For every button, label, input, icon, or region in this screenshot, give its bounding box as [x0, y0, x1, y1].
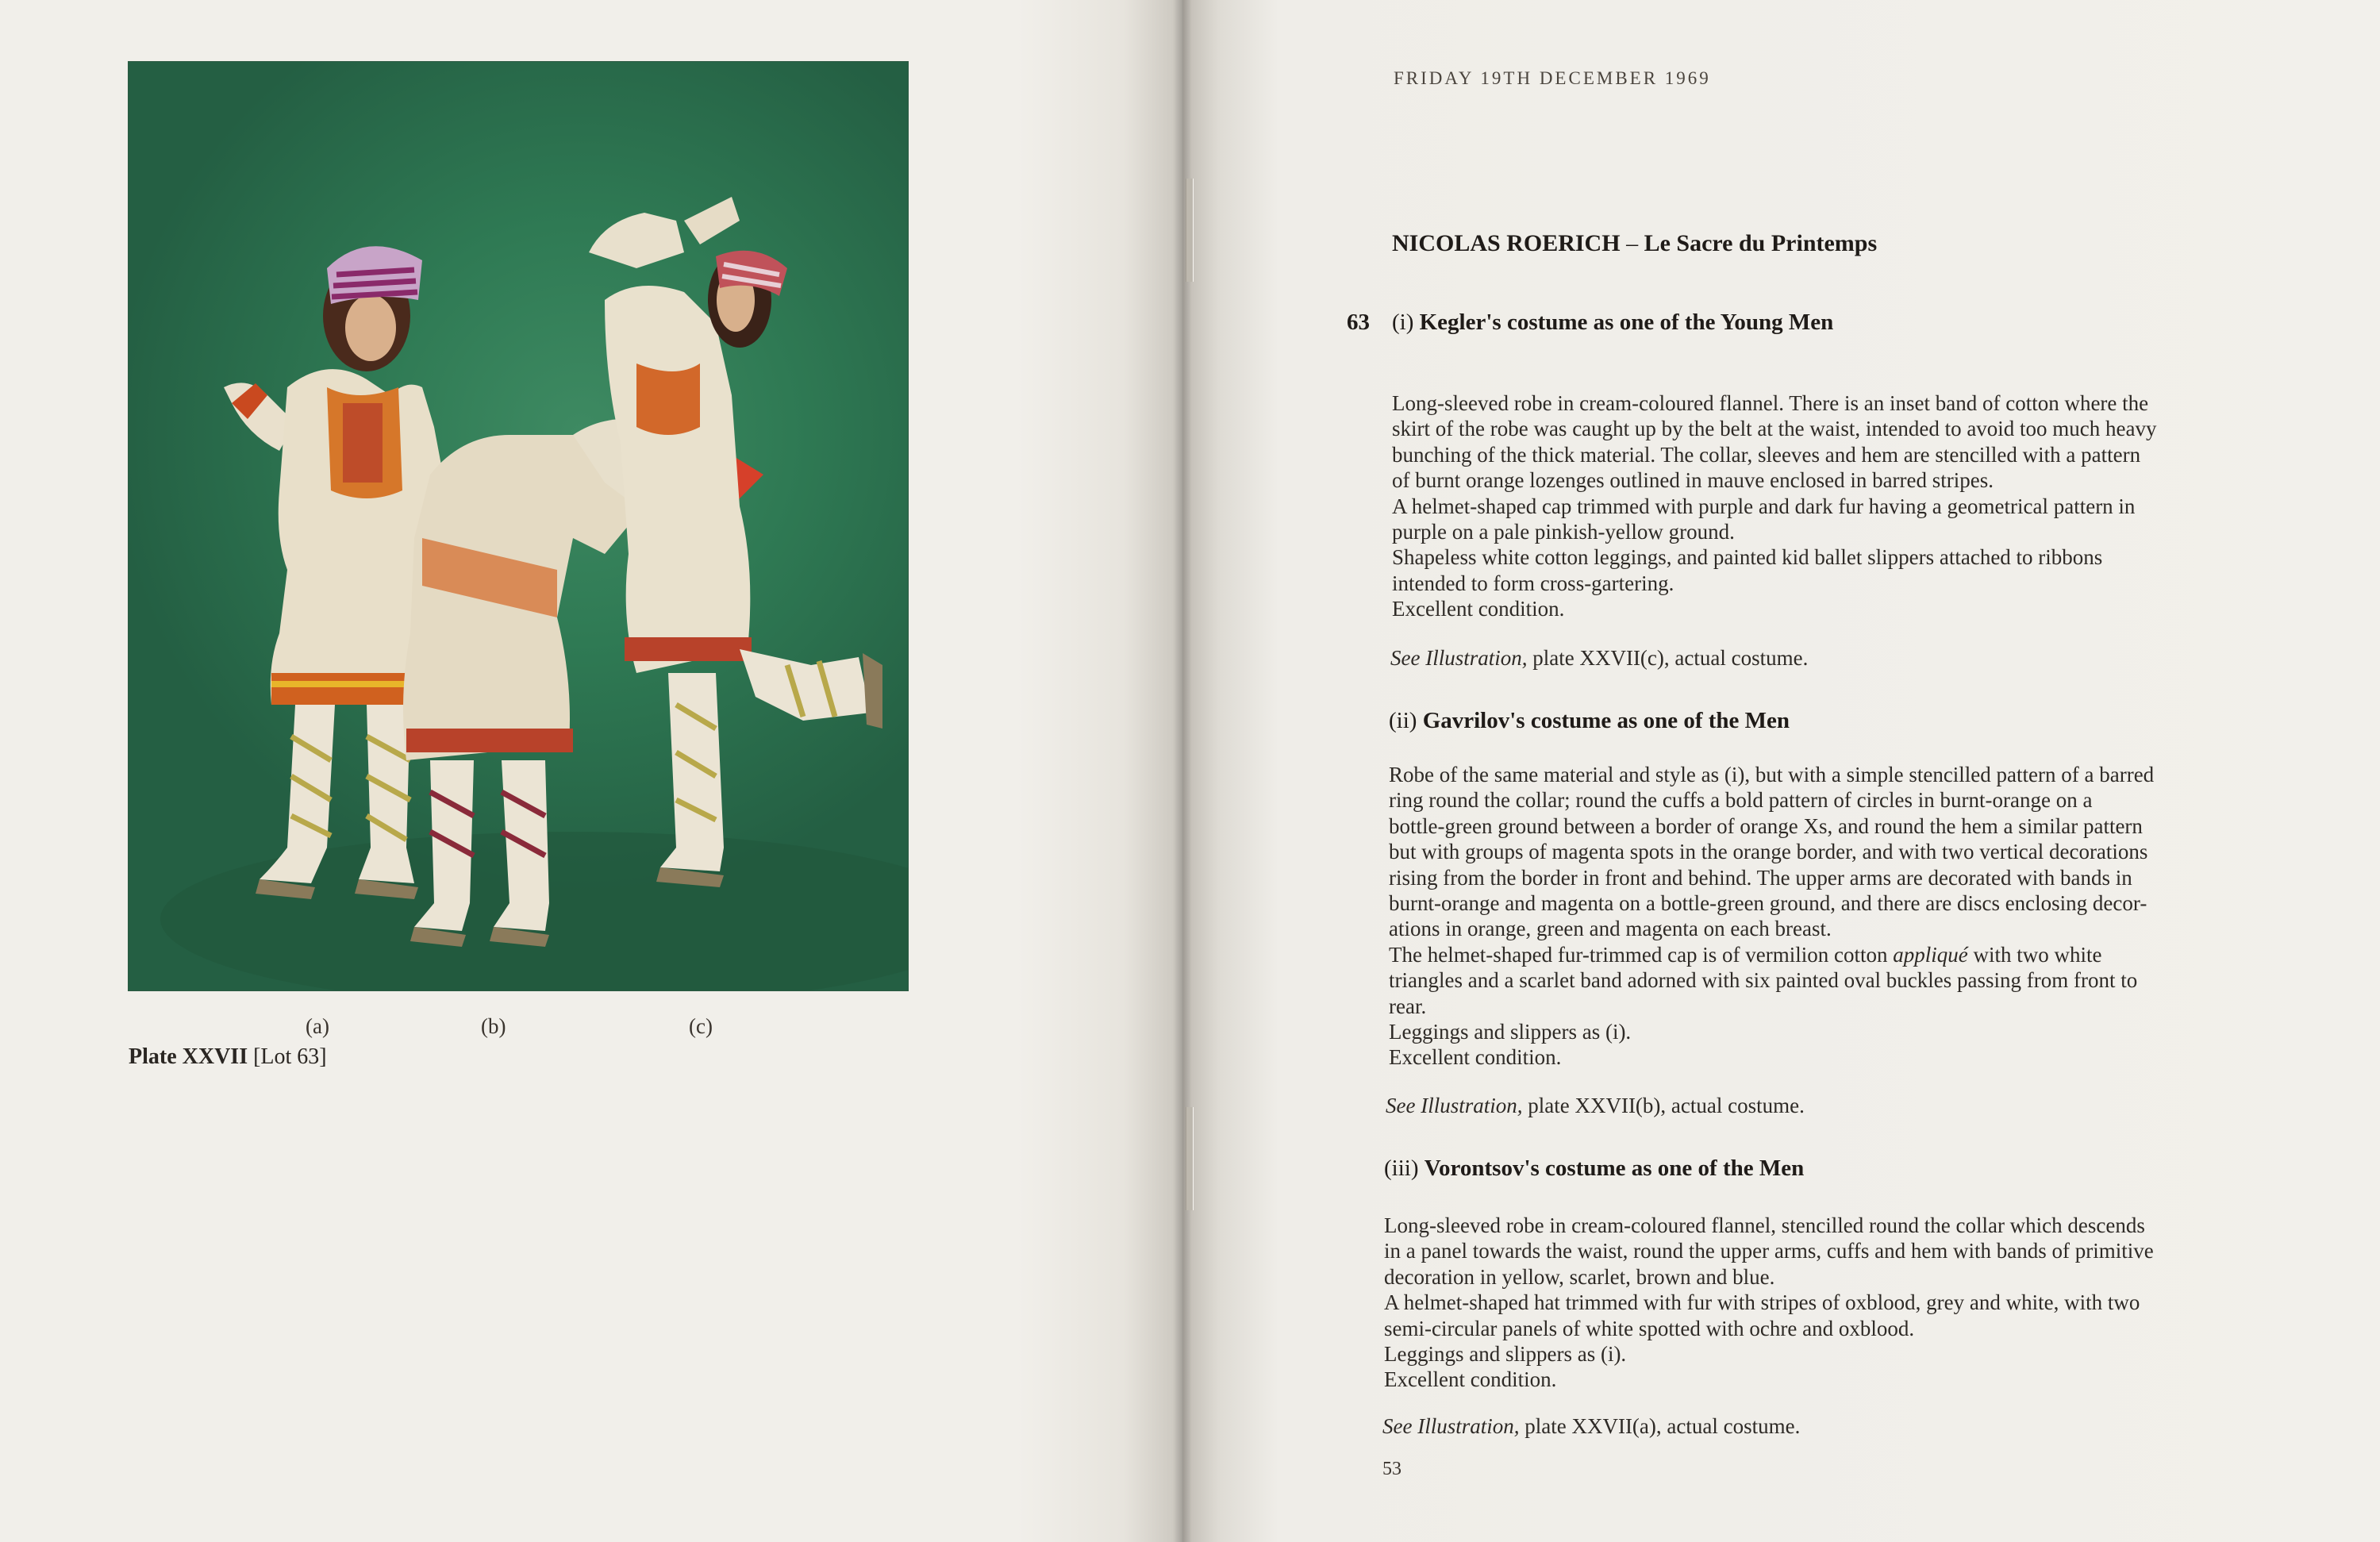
- see-illustration: [1386, 1094, 1805, 1118]
- see-illustration: [1390, 646, 1808, 671]
- plate-label: [129, 1044, 327, 1070]
- description-line: burnt-orange and magenta on a bottle-green ground, and there are discs enclosing decor-: [1389, 891, 2147, 916]
- item-number: (iii): [1384, 1156, 1419, 1181]
- item-title: Kegler's costume as one of the Young Men: [1419, 310, 1834, 335]
- description-line: bottle-green ground between a border of orange Xs, and round the hem a similar pattern: [1389, 813, 2143, 838]
- description-line: Shapeless white cotton leggings, and painted kid ballet slippers attached to ribbons: [1392, 545, 2103, 570]
- description-line: Long-sleeved robe in cream-coloured flannel, stencilled round the collar which descends: [1384, 1213, 2145, 1237]
- item-number: (ii): [1389, 708, 1417, 733]
- item-heading: [1389, 708, 1790, 734]
- plate-lot-ref: [Lot 63]: [253, 1044, 327, 1069]
- description-line: semi-circular panels of white spotted with ochre and oxblood.: [1384, 1316, 1915, 1340]
- plate-title: Plate XXVII: [129, 1044, 248, 1069]
- artist-name: NICOLAS ROERICH: [1392, 230, 1621, 256]
- description-line: A helmet-shaped cap trimmed with purple and dark fur having a geometrical pattern in: [1392, 494, 2136, 518]
- description-line: but with groups of magenta spots in the orange border, and with two vertical decorations: [1389, 840, 2148, 864]
- see-illustration-ref: plate XXVII(a), actual costume.: [1519, 1414, 1801, 1438]
- work-title: Le Sacre du Printemps: [1644, 230, 1878, 256]
- item-description: [1392, 390, 2236, 622]
- title-separator: –: [1620, 230, 1644, 256]
- left-page: [0, 0, 1182, 1542]
- see-illustration-label: See Illustration,: [1386, 1094, 1523, 1117]
- description-line: triangles and a scarlet band adorned with six painted oval buckles passing from front to: [1389, 968, 2138, 993]
- plate-caption-b: (b): [481, 1014, 506, 1038]
- binding-staple-top: [1186, 179, 1194, 282]
- italic-term: appliqué: [1893, 942, 1968, 967]
- lot-number: 63: [1347, 310, 1370, 335]
- item-heading: [1392, 310, 1833, 336]
- plate-caption-c: (c): [689, 1014, 713, 1038]
- see-illustration-ref: plate XXVII(b), actual costume.: [1522, 1094, 1805, 1117]
- see-illustration-ref: plate XXVII(c), actual costume.: [1527, 646, 1809, 670]
- figure-c: [589, 197, 882, 887]
- see-illustration-label: See Illustration,: [1390, 646, 1528, 670]
- item-title: Gavrilov's costume as one of the Men: [1422, 708, 1790, 733]
- artist-work-title: [1392, 230, 1877, 257]
- description-line: Robe of the same material and style as (i), but with a simple stencilled pattern of a barred: [1389, 763, 2155, 786]
- description-line: The helmet-shaped fur-trimmed cap is of vermilion cotton appliqué with two white: [1389, 942, 2102, 967]
- description-line: Excellent condition.: [1392, 597, 1565, 621]
- plate-caption-a: (a): [306, 1014, 329, 1038]
- item-title: Vorontsov's costume as one of the Men: [1424, 1156, 1805, 1181]
- item-heading: [1384, 1156, 1804, 1182]
- binding-staple-bottom: [1186, 1107, 1194, 1210]
- description-line: Excellent condition.: [1384, 1367, 1557, 1392]
- costume-figures-illustration: [129, 62, 908, 990]
- description-line: Leggings and slippers as (i).: [1389, 1020, 1632, 1044]
- costume-photograph: [129, 62, 908, 990]
- description-line: of burnt orange lozenges outlined in mauve enclosed in barred stripes.: [1392, 468, 1994, 493]
- item-description: [1389, 762, 2233, 1071]
- page-number: 53: [1382, 1459, 1401, 1479]
- description-line: Excellent condition.: [1389, 1045, 1562, 1070]
- date-header: FRIDAY 19TH DECEMBER 1969: [1394, 68, 1711, 88]
- description-line: skirt of the robe was caught up by the belt at the waist, intended to avoid too much heavy: [1392, 417, 2157, 441]
- description-line: Leggings and slippers as (i).: [1384, 1342, 1627, 1367]
- description-line: Long-sleeved robe in cream-coloured flannel. There is an inset band of cotton where the: [1392, 391, 2149, 415]
- description-line: intended to form cross-gartering.: [1392, 571, 1674, 595]
- item-number: (i): [1392, 310, 1414, 335]
- see-illustration-label: See Illustration,: [1382, 1414, 1520, 1438]
- description-line: rising from the border in front and behind. The upper arms are decorated with bands in: [1389, 865, 2132, 890]
- description-line: ations in orange, green and magenta on each breast.: [1389, 917, 1832, 941]
- description-line: ring round the collar; round the cuffs a bold pattern of circles in burnt-orange on a: [1389, 788, 2093, 813]
- description-line: in a panel towards the waist, round the upper arms, cuffs and hem with bands of primitive: [1384, 1239, 2154, 1263]
- description-line: decoration in yellow, scarlet, brown and blue.: [1384, 1264, 1775, 1289]
- see-illustration: [1382, 1414, 1800, 1439]
- description-line: purple on a pale pinkish-yellow ground.: [1392, 520, 1735, 544]
- description-line: A helmet-shaped hat trimmed with fur with stripes of oxblood, grey and white, with two: [1384, 1290, 2140, 1315]
- item-description: [1384, 1213, 2230, 1393]
- description-line: bunching of the thick material. The collar, sleeves and hem are stencilled with a pattern: [1392, 442, 2141, 467]
- description-line: rear.: [1389, 994, 1427, 1018]
